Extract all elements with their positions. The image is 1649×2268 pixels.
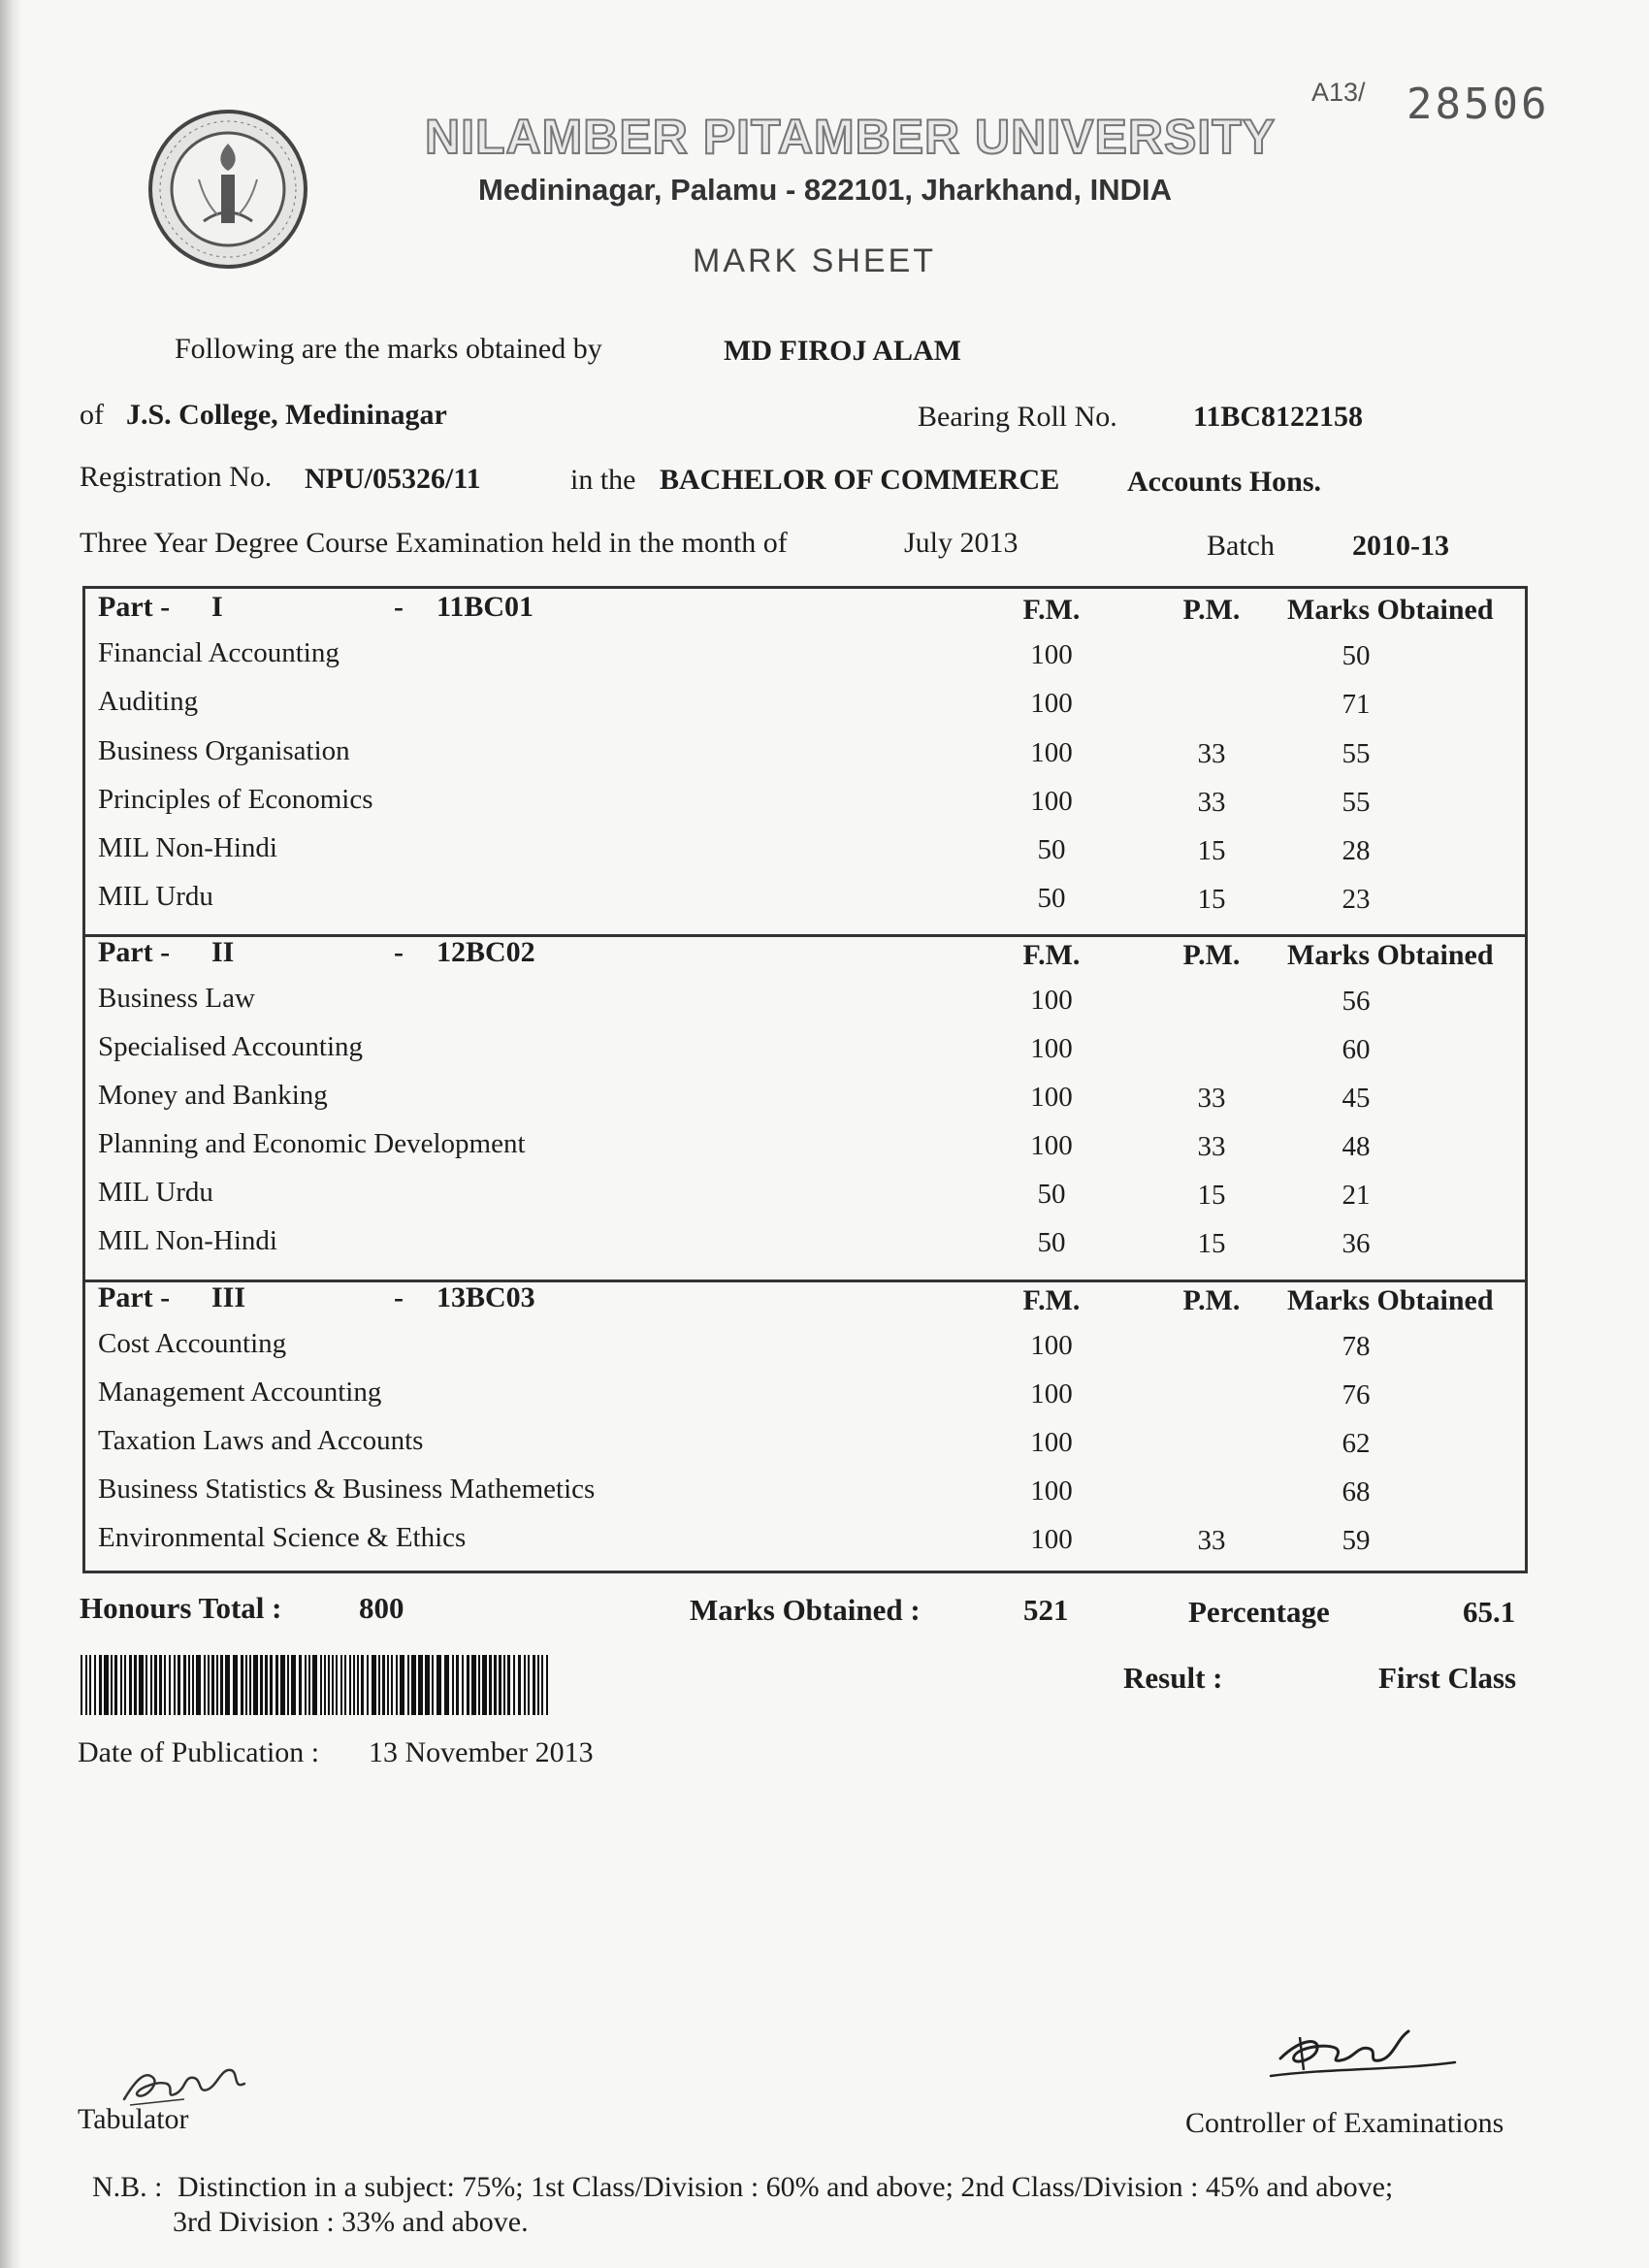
document-title: MARK SHEET bbox=[693, 243, 937, 279]
of-label: of bbox=[80, 399, 104, 431]
tabulator-label: Tabulator bbox=[78, 2103, 189, 2135]
part-divider bbox=[85, 934, 1525, 937]
barcode-bar bbox=[150, 1655, 152, 1715]
full-marks: 100 bbox=[1030, 985, 1073, 1016]
full-marks: 100 bbox=[1030, 1330, 1073, 1361]
marks-obtained: 68 bbox=[1342, 1476, 1371, 1507]
barcode-bar bbox=[452, 1655, 454, 1715]
subject-name: Business Statistics & Business Mathemetics bbox=[98, 1474, 596, 1505]
barcode-bar bbox=[134, 1655, 137, 1715]
full-marks: 100 bbox=[1030, 688, 1073, 719]
barcode-bar bbox=[456, 1655, 459, 1715]
part-code: 12BC02 bbox=[436, 936, 535, 968]
barcode-bar bbox=[324, 1655, 326, 1715]
candidate-name: MD FIROJ ALAM bbox=[724, 335, 961, 367]
honours-total-value: 800 bbox=[359, 1591, 404, 1625]
pass-marks: 33 bbox=[1197, 738, 1226, 769]
part-numeral: III bbox=[211, 1281, 246, 1313]
subject-name: Auditing bbox=[98, 686, 199, 717]
barcode-bar bbox=[299, 1655, 302, 1715]
page-edge-shadow bbox=[0, 0, 21, 2268]
barcode-bar bbox=[336, 1655, 338, 1715]
barcode-bar bbox=[471, 1655, 476, 1715]
barcode-bar bbox=[418, 1655, 423, 1715]
controller-signature bbox=[1261, 2020, 1465, 2088]
barcode-bar bbox=[425, 1655, 430, 1715]
subject-name: Specialised Accounting bbox=[98, 1031, 364, 1062]
marks-obtained: 50 bbox=[1342, 640, 1371, 671]
full-marks: 100 bbox=[1030, 1475, 1073, 1507]
marks-obtained: 48 bbox=[1342, 1131, 1371, 1162]
barcode-bar bbox=[99, 1655, 102, 1715]
serial-number: 28506 bbox=[1406, 80, 1550, 129]
full-marks: 50 bbox=[1037, 834, 1066, 865]
registration-number: NPU/05326/11 bbox=[305, 463, 481, 495]
barcode-bar bbox=[216, 1655, 218, 1715]
full-marks: 50 bbox=[1037, 883, 1066, 914]
marks-obtained: 78 bbox=[1342, 1331, 1371, 1362]
marks-obtained-header: Marks Obtained bbox=[1287, 594, 1494, 626]
part-numeral: II bbox=[211, 936, 235, 968]
pass-marks: 33 bbox=[1197, 1525, 1226, 1556]
barcode-bar bbox=[211, 1655, 214, 1715]
barcode-bar bbox=[367, 1655, 369, 1715]
degree-name: BACHELOR OF COMMERCE bbox=[660, 464, 1060, 496]
full-marks: 50 bbox=[1037, 1179, 1066, 1210]
full-marks: 100 bbox=[1030, 1524, 1073, 1555]
barcode-bar bbox=[312, 1655, 317, 1715]
part-code: 11BC01 bbox=[436, 591, 534, 623]
barcode-bar bbox=[225, 1655, 230, 1715]
barcode-bar bbox=[378, 1655, 380, 1715]
barcode-bar bbox=[204, 1655, 206, 1715]
barcode-bar bbox=[275, 1655, 278, 1715]
barcode-bar bbox=[104, 1655, 109, 1715]
barcode-bar bbox=[444, 1655, 449, 1715]
barcode-bar bbox=[245, 1655, 247, 1715]
marks-obtained-total-label: Marks Obtained : bbox=[690, 1593, 921, 1627]
marks-obtained: 62 bbox=[1342, 1428, 1371, 1459]
batch-value: 2010-13 bbox=[1352, 530, 1449, 562]
barcode-bar bbox=[241, 1655, 243, 1715]
pm-header: P.M. bbox=[1182, 939, 1241, 971]
subject-name: Money and Banking bbox=[98, 1080, 328, 1111]
result-value: First Class bbox=[1378, 1661, 1517, 1695]
subject-name: MIL Urdu bbox=[98, 881, 213, 912]
barcode-bar bbox=[518, 1655, 521, 1715]
barcode-bar bbox=[537, 1655, 539, 1715]
pass-marks: 15 bbox=[1197, 835, 1226, 866]
barcode-bar bbox=[411, 1655, 416, 1715]
course-text: Three Year Degree Course Examination held in the month of bbox=[80, 527, 788, 559]
barcode-bar bbox=[513, 1655, 515, 1715]
barcode-bar bbox=[174, 1655, 176, 1715]
marks-obtained: 56 bbox=[1342, 986, 1371, 1017]
barcode-bar bbox=[499, 1655, 501, 1715]
full-marks: 100 bbox=[1030, 1427, 1073, 1458]
barcode-bar bbox=[524, 1655, 526, 1715]
barcode-bar bbox=[467, 1655, 469, 1715]
barcode-bar bbox=[305, 1655, 307, 1715]
barcode-bar bbox=[114, 1655, 117, 1715]
part-numeral: I bbox=[211, 591, 223, 623]
part-label: Part - bbox=[98, 1281, 171, 1313]
barcode-bar bbox=[361, 1655, 364, 1715]
full-marks: 100 bbox=[1030, 1033, 1073, 1064]
marks-obtained: 23 bbox=[1342, 884, 1371, 915]
barcode-bar bbox=[169, 1655, 171, 1715]
barcode-bar bbox=[407, 1655, 409, 1715]
part-dash: - bbox=[394, 591, 404, 623]
tabulator-signature bbox=[116, 2051, 252, 2109]
part-code: 13BC03 bbox=[436, 1281, 535, 1313]
barcode-bar bbox=[387, 1655, 389, 1715]
marks-obtained: 55 bbox=[1342, 787, 1371, 818]
controller-label: Controller of Examinations bbox=[1185, 2107, 1504, 2139]
honours-total-label: Honours Total : bbox=[80, 1591, 282, 1625]
barcode-bar bbox=[89, 1655, 91, 1715]
full-marks: 100 bbox=[1030, 737, 1073, 768]
barcode-bar bbox=[482, 1655, 487, 1715]
marks-obtained: 59 bbox=[1342, 1525, 1371, 1556]
barcode-bar bbox=[270, 1655, 273, 1715]
barcode-bar bbox=[196, 1655, 201, 1715]
part-dash: - bbox=[394, 936, 404, 968]
marks-obtained-header: Marks Obtained bbox=[1287, 939, 1494, 971]
marks-obtained: 21 bbox=[1342, 1180, 1371, 1211]
barcode-bar bbox=[489, 1655, 492, 1715]
barcode-bar bbox=[328, 1655, 330, 1715]
part-dash: - bbox=[394, 1281, 404, 1313]
note-prefix: N.B. : bbox=[92, 2171, 163, 2203]
subject-name: Taxation Laws and Accounts bbox=[98, 1425, 424, 1456]
subject-name: Environmental Science & Ethics bbox=[98, 1522, 467, 1553]
barcode-bar bbox=[340, 1655, 342, 1715]
barcode-bar bbox=[280, 1655, 285, 1715]
barcode-bar bbox=[400, 1655, 404, 1715]
note-line-1: Distinction in a subject: 75%; 1st Class/Division : 60% and above; 2nd Class/Division : 45% and above; bbox=[178, 2171, 1394, 2203]
barcode-bar bbox=[94, 1655, 96, 1715]
percentage-value: 65.1 bbox=[1463, 1595, 1516, 1629]
serial-prefix: A13/ bbox=[1311, 78, 1366, 107]
barcode-bar bbox=[164, 1655, 166, 1715]
pass-marks: 33 bbox=[1197, 787, 1226, 818]
part-divider bbox=[85, 1280, 1525, 1282]
registration-label: Registration No. bbox=[80, 461, 273, 493]
college-name: J.S. College, Medininagar bbox=[126, 399, 447, 431]
batch-label: Batch bbox=[1207, 530, 1275, 562]
fm-header: F.M. bbox=[1022, 1284, 1081, 1316]
barcode-bar bbox=[436, 1655, 441, 1715]
barcode-bar bbox=[154, 1655, 157, 1715]
publication-date: 13 November 2013 bbox=[369, 1736, 594, 1768]
barcode-bar bbox=[233, 1655, 238, 1715]
barcode-bar bbox=[124, 1655, 126, 1715]
roll-label: Bearing Roll No. bbox=[918, 401, 1117, 433]
percentage-label: Percentage bbox=[1188, 1595, 1330, 1629]
barcode-icon bbox=[81, 1655, 552, 1715]
barcode-bar bbox=[332, 1655, 334, 1715]
note-line-2: 3rd Division : 33% and above. bbox=[173, 2206, 529, 2238]
full-marks: 100 bbox=[1030, 639, 1073, 670]
full-marks: 100 bbox=[1030, 1082, 1073, 1113]
part-label: Part - bbox=[98, 936, 171, 968]
fm-header: F.M. bbox=[1022, 594, 1081, 626]
fm-header: F.M. bbox=[1022, 939, 1081, 971]
barcode-bar bbox=[139, 1655, 144, 1715]
barcode-bar bbox=[188, 1655, 190, 1715]
barcode-bar bbox=[344, 1655, 346, 1715]
university-seal-icon bbox=[146, 107, 310, 272]
barcode-bar bbox=[546, 1655, 548, 1715]
barcode-bar bbox=[541, 1655, 543, 1715]
subject-name: Business Organisation bbox=[98, 735, 350, 766]
barcode-bar bbox=[260, 1655, 263, 1715]
barcode-bar bbox=[507, 1655, 510, 1715]
pass-marks: 33 bbox=[1197, 1131, 1226, 1162]
publication-date-label: Date of Publication : bbox=[78, 1736, 320, 1768]
full-marks: 100 bbox=[1030, 1378, 1073, 1409]
barcode-bar bbox=[120, 1655, 122, 1715]
subject-name: Principles of Economics bbox=[98, 784, 373, 815]
barcode-bar bbox=[357, 1655, 359, 1715]
barcode-bar bbox=[503, 1655, 505, 1715]
in-the-label: in the bbox=[570, 464, 636, 496]
barcode-bar bbox=[159, 1655, 162, 1715]
barcode-bar bbox=[462, 1655, 464, 1715]
barcode-bar bbox=[192, 1655, 194, 1715]
exam-month: July 2013 bbox=[904, 527, 1018, 559]
marks-obtained: 71 bbox=[1342, 689, 1371, 720]
barcode-bar bbox=[291, 1655, 296, 1715]
marks-obtained-header: Marks Obtained bbox=[1287, 1284, 1494, 1316]
barcode-bar bbox=[533, 1655, 535, 1715]
barcode-bar bbox=[308, 1655, 310, 1715]
subject-name: Management Accounting bbox=[98, 1377, 382, 1408]
marks-obtained: 45 bbox=[1342, 1083, 1371, 1114]
subject-name: Financial Accounting bbox=[98, 637, 340, 668]
subject-name: MIL Urdu bbox=[98, 1177, 213, 1208]
barcode-bar bbox=[220, 1655, 223, 1715]
barcode-bar bbox=[178, 1655, 180, 1715]
part-label: Part - bbox=[98, 591, 171, 623]
barcode-bar bbox=[253, 1655, 258, 1715]
barcode-bar bbox=[494, 1655, 497, 1715]
pass-marks: 33 bbox=[1197, 1083, 1226, 1114]
marks-obtained: 28 bbox=[1342, 835, 1371, 866]
marks-obtained: 60 bbox=[1342, 1034, 1371, 1065]
barcode-bar bbox=[85, 1655, 87, 1715]
barcode-bar bbox=[287, 1655, 289, 1715]
full-marks: 100 bbox=[1030, 1130, 1073, 1161]
barcode-bar bbox=[183, 1655, 186, 1715]
full-marks: 50 bbox=[1037, 1227, 1066, 1258]
university-address: Medininagar, Palamu - 822101, Jharkhand, INDIA bbox=[478, 173, 1172, 207]
marks-obtained: 55 bbox=[1342, 738, 1371, 769]
marks-obtained: 36 bbox=[1342, 1228, 1371, 1259]
full-marks: 100 bbox=[1030, 786, 1073, 817]
marks-obtained-total-value: 521 bbox=[1023, 1593, 1069, 1627]
barcode-bar bbox=[528, 1655, 530, 1715]
pass-marks: 15 bbox=[1197, 884, 1226, 915]
roll-number: 11BC8122158 bbox=[1193, 401, 1364, 433]
barcode-bar bbox=[478, 1655, 480, 1715]
barcode-bar bbox=[208, 1655, 210, 1715]
result-label: Result : bbox=[1123, 1661, 1223, 1695]
pass-marks: 15 bbox=[1197, 1180, 1226, 1211]
honours-subject: Accounts Hons. bbox=[1127, 466, 1322, 498]
barcode-bar bbox=[265, 1655, 268, 1715]
barcode-bar bbox=[382, 1655, 385, 1715]
subject-name: MIL Non-Hindi bbox=[98, 832, 277, 863]
marks-table bbox=[82, 586, 1528, 1573]
subject-name: Business Law bbox=[98, 983, 255, 1014]
pm-header: P.M. bbox=[1182, 594, 1241, 626]
barcode-bar bbox=[432, 1655, 434, 1715]
barcode-bar bbox=[81, 1655, 82, 1715]
subject-name: MIL Non-Hindi bbox=[98, 1225, 277, 1256]
barcode-bar bbox=[249, 1655, 251, 1715]
barcode-bar bbox=[349, 1655, 351, 1715]
marks-obtained: 76 bbox=[1342, 1379, 1371, 1410]
barcode-bar bbox=[111, 1655, 113, 1715]
pm-header: P.M. bbox=[1182, 1284, 1241, 1316]
barcode-bar bbox=[391, 1655, 393, 1715]
pass-marks: 15 bbox=[1197, 1228, 1226, 1259]
barcode-bar bbox=[129, 1655, 132, 1715]
barcode-bar bbox=[353, 1655, 355, 1715]
intro-text: Following are the marks obtained by bbox=[175, 333, 602, 365]
university-name: NILAMBER PITAMBER UNIVERSITY bbox=[425, 110, 1277, 164]
subject-name: Planning and Economic Development bbox=[98, 1128, 526, 1159]
barcode-bar bbox=[320, 1655, 322, 1715]
subject-name: Cost Accounting bbox=[98, 1328, 287, 1359]
barcode-bar bbox=[146, 1655, 147, 1715]
barcode-bar bbox=[396, 1655, 398, 1715]
barcode-bar bbox=[372, 1655, 376, 1715]
